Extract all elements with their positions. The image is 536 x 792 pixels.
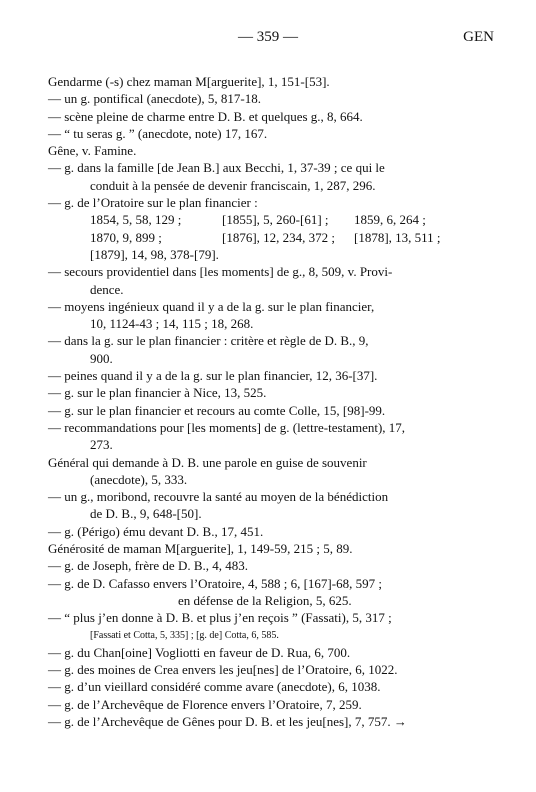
index-continuation: 900. [90, 350, 113, 366]
year-ref: 1870, 9, 899 ; [90, 229, 162, 245]
index-continuation: 10, 1124-43 ; 14, 115 ; 18, 268. [90, 316, 254, 332]
index-subentry: — “ tu seras g. ” (anecdote, note) 17, 167. [48, 125, 268, 141]
index-subentry: — un g. pontifical (anecdote), 5, 817-18. [48, 91, 261, 107]
year-ref: [1879], 14, 98, 378-[79]. [90, 246, 219, 262]
index-subentry: — “ plus j’en donne à D. B. et plus j’en reçois ” (Fassati), 5, 317 ; [48, 610, 392, 626]
index-subentry: — g. de l’Oratoire sur le plan financier : [48, 195, 258, 211]
index-content [48, 73, 498, 730]
year-ref: 1854, 5, 58, 129 ; [90, 212, 182, 228]
index-subentry: — moyens ingénieux quand il y a de la g. sur le plan financier, [48, 298, 375, 314]
index-subentry: — g. dans la famille [de Jean B.] aux Becchi, 1, 37-39 ; ce qui le [48, 160, 385, 176]
year-row [48, 211, 498, 228]
index-entry: Gendarme (-s) chez maman M[arguerite], 1, 151-[53]. [48, 74, 330, 89]
index-continuation: en défense de la Religion, 5, 625. [178, 592, 352, 608]
index-continuation: 273. [90, 437, 113, 453]
index-entry: Générosité de maman M[arguerite], 1, 149-59, 215 ; 5, 89. [48, 541, 353, 557]
index-continuation: dence. [90, 281, 124, 297]
page-number: — 359 — [238, 29, 298, 45]
index-subentry: — g. sur le plan financier à Nice, 13, 525. [48, 385, 267, 401]
year-ref: [1876], 12, 234, 372 ; [222, 229, 336, 245]
index-continuation: (anecdote), 5, 333. [90, 471, 188, 487]
year-row [48, 229, 498, 246]
index-subentry: — g. sur le plan financier et recours au comte Colle, 15, [98]-99. [48, 402, 386, 418]
index-subentry: — dans la g. sur le plan financier : critère et règle de D. B., 9, [48, 333, 369, 349]
index-subentry: — g. des moines de Crea envers les jeu[nes] de l’Oratoire, 6, 1022. [48, 662, 398, 678]
index-continuation: conduit à la pensée de devenir franciscain, 1, 287, 296. [90, 177, 376, 193]
index-continuation: de D. B., 9, 648-[50]. [90, 506, 202, 522]
index-subentry: — g. de D. Cafasso envers l’Oratoire, 4, 588 ; 6, [167]-68, 597 ; [48, 575, 382, 591]
index-subentry: — g. (Périgo) ému devant D. B., 17, 451. [48, 523, 264, 539]
index-subentry: — scène pleine de charme entre D. B. et quelques g., 8, 664. [48, 108, 363, 124]
index-subentry: — g. de l’Archevêque de Florence envers l’Oratoire, 7, 259. [48, 696, 362, 712]
index-subentry: — recommandations pour [les moments] de g. (lettre-testament), 17, [48, 419, 406, 435]
index-subentry: — peines quand il y a de la g. sur le plan financier, 12, 36-[37]. [48, 368, 378, 384]
year-ref: [1878], 13, 511 ; [354, 229, 441, 245]
year-ref: 1859, 6, 264 ; [354, 212, 426, 228]
index-subentry: — g. de l’Archevêque de Gênes pour D. B. et les jeu[nes], 7, 757. → [48, 713, 407, 729]
section-label: GEN [463, 29, 494, 45]
index-subentry: — g. de Joseph, frère de D. B., 4, 483. [48, 558, 249, 574]
index-continuation: [Fassati et Cotta, 5, 335] ; [g. de] Cotta, 6, 585. [90, 629, 279, 641]
index-entry: Gêne, v. Famine. [48, 143, 137, 159]
year-ref: [1855], 5, 260-[61] ; [222, 212, 329, 228]
index-subentry: — secours providentiel dans [les moments] de g., 8, 509, v. Provi- [48, 264, 393, 280]
index-entry: Général qui demande à D. B. une parole en guise de souvenir [48, 454, 367, 470]
index-subentry: — g. d’un vieillard considéré comme avare (anecdote), 6, 1038. [48, 679, 381, 695]
index-subentry: — g. du Chan[oine] Vogliotti en faveur de D. Rua, 6, 700. [48, 644, 351, 660]
index-subentry: — un g., moribond, recouvre la santé au moyen de la bénédiction [48, 489, 389, 505]
